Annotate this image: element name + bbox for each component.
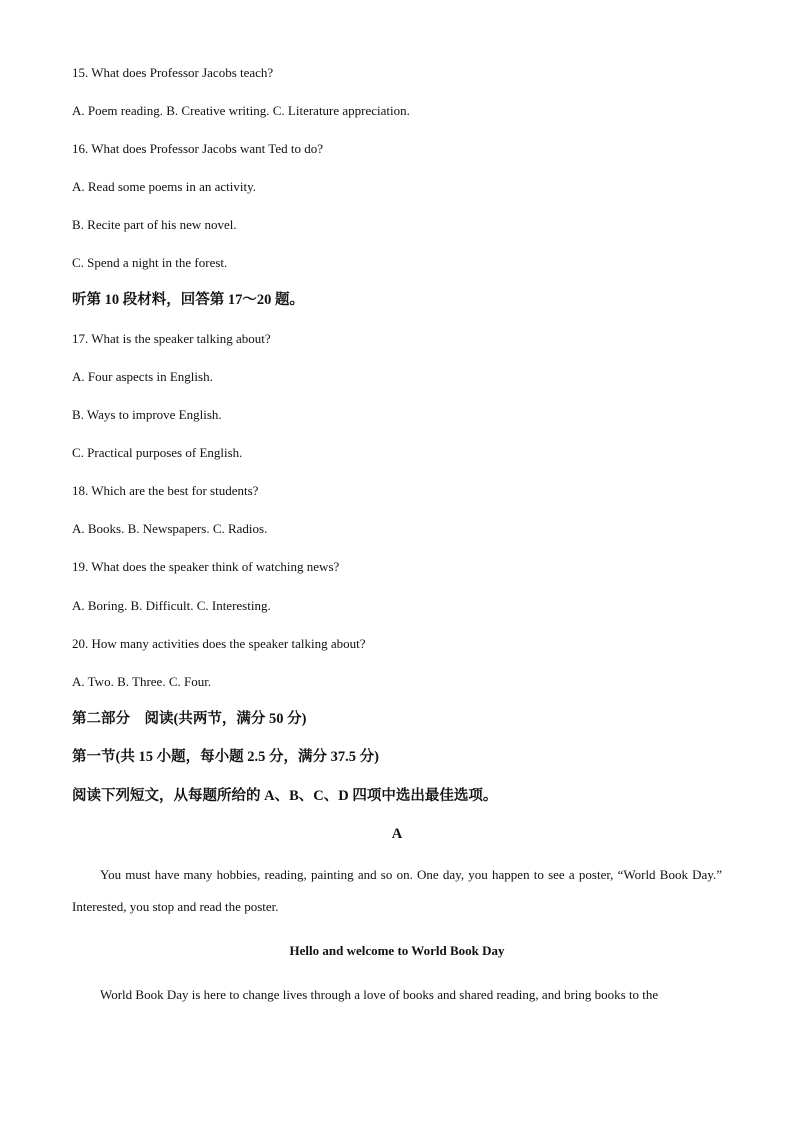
question-17-option-b: B. Ways to improve English. (72, 407, 222, 422)
poster-paragraph-text: World Book Day is here to change lives through a love of books and shared reading, and bring books to the (100, 987, 659, 1002)
question-20-options: A. Two. B. Three. C. Four. (72, 674, 212, 689)
question-17-option-a: A. Four aspects in English. (72, 369, 213, 384)
poster-paragraph (72, 979, 722, 1011)
passage-label: A (391, 826, 403, 842)
question-16-option-c: C. Spend a night in the forest. (72, 255, 228, 270)
question-16-option-b: B. Recite part of his new novel. (72, 217, 237, 232)
question-16: 16. What does Professor Jacobs want Ted to do? (72, 141, 323, 156)
question-17: 17. What is the speaker talking about? (72, 331, 271, 346)
question-15-options: A. Poem reading. B. Creative writing. C. Literature appreciation. (72, 103, 410, 118)
question-18-options: A. Books. B. Newspapers. C. Radios. (72, 521, 268, 536)
question-18: 18. Which are the best for students? (72, 483, 259, 498)
question-20: 20. How many activities does the speaker talking about? (72, 636, 366, 651)
question-19: 19. What does the speaker think of watching news? (72, 559, 340, 574)
poster-title: Hello and welcome to World Book Day (289, 943, 505, 958)
question-15: 15. What does Professor Jacobs teach? (72, 65, 274, 80)
question-17-option-c: C. Practical purposes of English. (72, 445, 243, 460)
part-two-title: 第二部分 阅读(共两节，满分 50 分) (72, 711, 307, 727)
reading-instructions: 阅读下列短文，从每题所给的 A、B、C、D 四项中选出最佳选项。 (72, 788, 498, 804)
intro-paragraph-text: You must have many hobbies, reading, painting and so on. One day, you happen to see a poster, “World Book Day.” Interested, you stop and read the poster. (72, 867, 722, 914)
question-16-option-a: A. Read some poems in an activity. (72, 179, 257, 194)
section-one-title: 第一节(共 15 小题，每小题 2.5 分，满分 37.5 分) (72, 749, 379, 765)
question-19-options: A. Boring. B. Difficult. C. Interesting. (72, 598, 271, 613)
intro-paragraph (72, 859, 722, 923)
section-10-heading: 听第 10 段材料，回答第 17～20 题。 (72, 292, 304, 308)
